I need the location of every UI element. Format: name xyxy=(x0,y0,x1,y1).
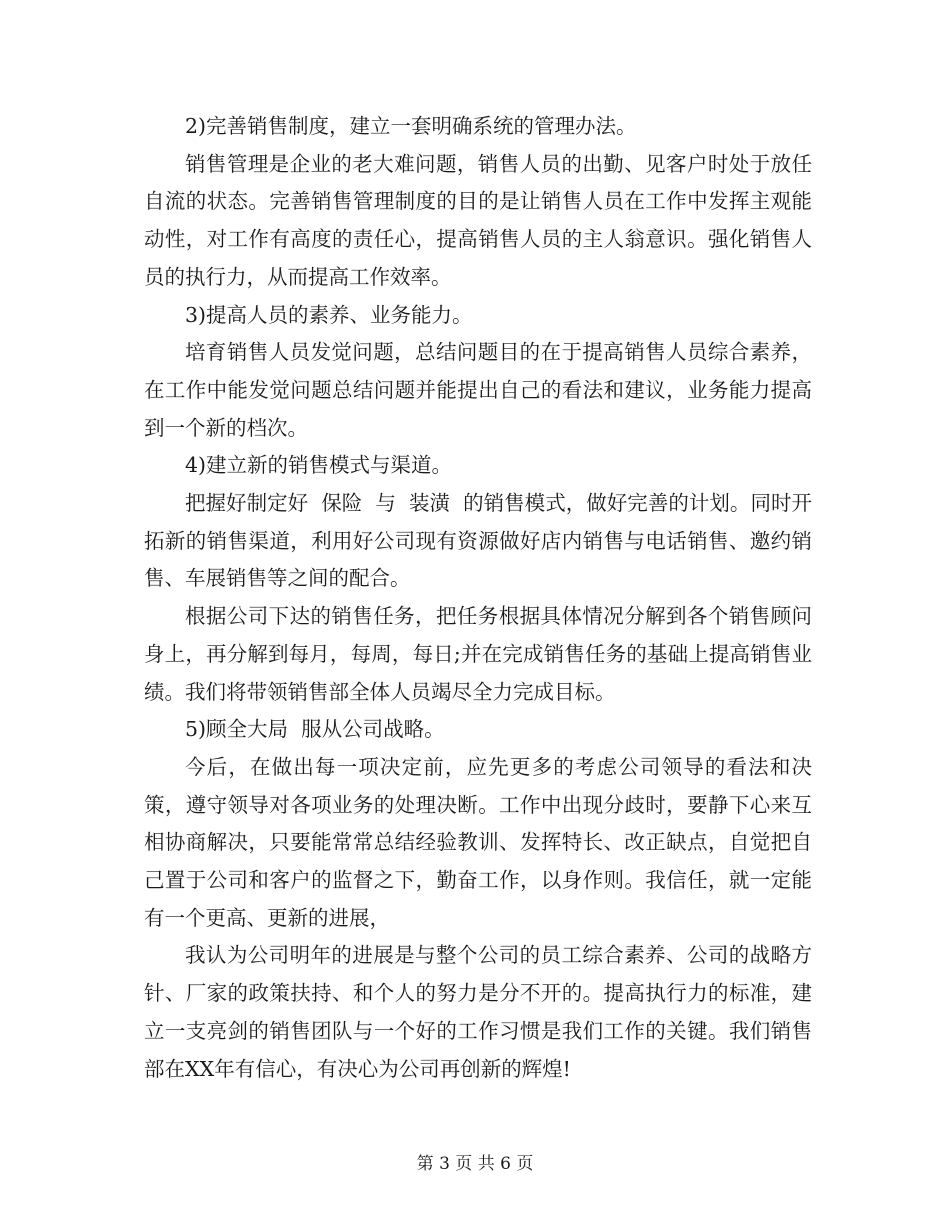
section-heading-4: 4)建立新的销售模式与渠道。 xyxy=(185,453,453,478)
paragraph-training: 培育销售人员发觉问题，总结问题目的在于提高销售人员综合素养，在工作中能发觉问题总结问题并能提出自己的看法和建议，业务能力提高到一个新的档次。 xyxy=(144,340,812,440)
paragraph-sales-model: 把握好制定好 保险 与 装潢 的销售模式，做好完善的计划。同时开拓新的销售渠道，利用好公司现有资源做好店内销售与电话销售、邀约销售、车展销售等之间的配合。 xyxy=(144,491,812,591)
paragraph-conclusion: 我认为公司明年的进展是与整个公司的员工综合素养、公司的战略方针、厂家的政策扶持、和个人的努力是分不开的。提高执行力的标准，建立一支亮剑的销售团队与一个好的工作习惯是我们工作的关键。我们销售部在XX年有信心，有决心为公司再创新的辉煌! xyxy=(144,943,812,1081)
paragraph-sales-management: 销售管理是企业的老大难问题，销售人员的出勤、见客户时处于放任自流的状态。完善销售管理制度的目的是让销售人员在工作中发挥主观能动性，对工作有高度的责任心，提高销售人员的主人翁意识。强化销售人员的执行力，从而提高工作效率。 xyxy=(144,151,812,289)
paragraph-sales-targets: 根据公司下达的销售任务，把任务根据具体情况分解到各个销售顾问身上，再分解到每月，每周，每日;并在完成销售任务的基础上提高销售业绩。我们将带领销售部全体人员竭尽全力完成目标。 xyxy=(144,604,812,704)
section-heading-3: 3)提高人员的素养、业务能力。 xyxy=(185,302,473,327)
section-heading-5: 5)顾全大局 服从公司战略。 xyxy=(185,717,445,742)
paragraph-decisions: 今后，在做出每一项决定前，应先更多的考虑公司领导的看法和决策，遵守领导对各项业务的处理决断。工作中出现分歧时，要静下心来互相协商解决，只要能常常总结经验教训、发挥特长、改正缺点，自觉把自己置于公司和客户的监督之下，勤奋工作，以身作则。我信任，就一定能有一个更高、更新的进展， xyxy=(144,754,812,930)
page-number-footer: 第 3 页 共 6 页 xyxy=(416,1154,534,1174)
section-heading-2: 2)完善销售制度，建立一套明确系统的管理办法。 xyxy=(185,114,637,138)
document-body xyxy=(144,108,812,1088)
